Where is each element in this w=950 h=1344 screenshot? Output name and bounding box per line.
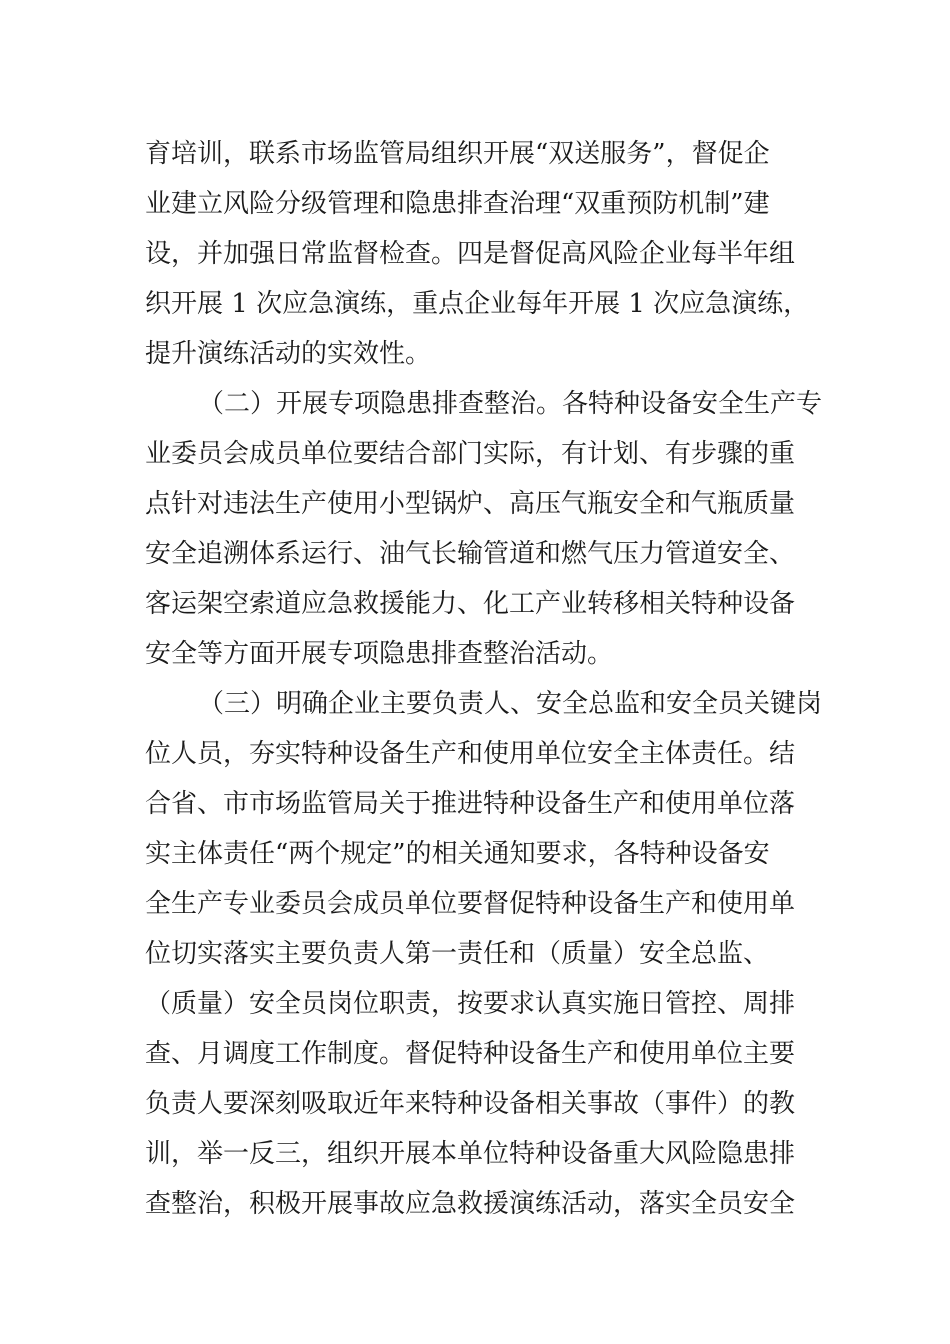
paragraph-line: 位切实落实主要负责人第一责任和（质量）安全总监、 xyxy=(145,939,770,969)
paragraph-line: 负责人要深刻吸取近年来特种设备相关事故（事件）的教 xyxy=(145,1089,796,1119)
paragraph-line: 实主体责任“两个规定”的相关通知要求，各特种设备安 xyxy=(145,839,770,869)
paragraph-line: 安全追溯体系运行、油气长输管道和燃气压力管道安全、 xyxy=(145,539,796,569)
paragraph-line: 位人员，夯实特种设备生产和使用单位安全主体责任。结 xyxy=(145,739,796,769)
paragraph-line: （三）明确企业主要负责人、安全总监和安全员关键岗 xyxy=(198,689,823,719)
paragraph-line: （二）开展专项隐患排查整治。各特种设备安全生产专 xyxy=(198,389,823,419)
paragraph-line: 点针对违法生产使用小型锅炉、高压气瓶安全和气瓶质量 xyxy=(145,489,796,519)
paragraph-line: 业委员会成员单位要结合部门实际，有计划、有步骤的重 xyxy=(145,439,796,469)
paragraph-line: 合省、市市场监管局关于推进特种设备生产和使用单位落 xyxy=(145,789,796,819)
paragraph-line: 查、月调度工作制度。督促特种设备生产和使用单位主要 xyxy=(145,1039,796,1069)
paragraph-line: 训，举一反三，组织开展本单位特种设备重大风险隐患排 xyxy=(145,1139,796,1169)
paragraph-line: 设，并加强日常监督检查。四是督促高风险企业每半年组 xyxy=(145,239,796,269)
paragraph-line: 业建立风险分级管理和隐患排查治理“双重预防机制”建 xyxy=(145,189,770,219)
paragraph-line: 育培训，联系市场监管局组织开展“双送服务”，督促企 xyxy=(145,139,770,169)
paragraph-line: 查整治，积极开展事故应急救援演练活动，落实全员安全 xyxy=(145,1189,796,1219)
paragraph-line: 织开展 1 次应急演练，重点企业每年开展 1 次应急演练， xyxy=(145,289,810,319)
paragraph-line: 全生产专业委员会成员单位要督促特种设备生产和使用单 xyxy=(145,889,796,919)
paragraph-line: 提升演练活动的实效性。 xyxy=(145,339,432,369)
paragraph-line: （质量）安全员岗位职责，按要求认真实施日管控、周排 xyxy=(145,989,796,1019)
paragraph-line: 安全等方面开展专项隐患排查整治活动。 xyxy=(145,639,614,669)
paragraph-line: 客运架空索道应急救援能力、化工产业转移相关特种设备 xyxy=(145,589,796,619)
